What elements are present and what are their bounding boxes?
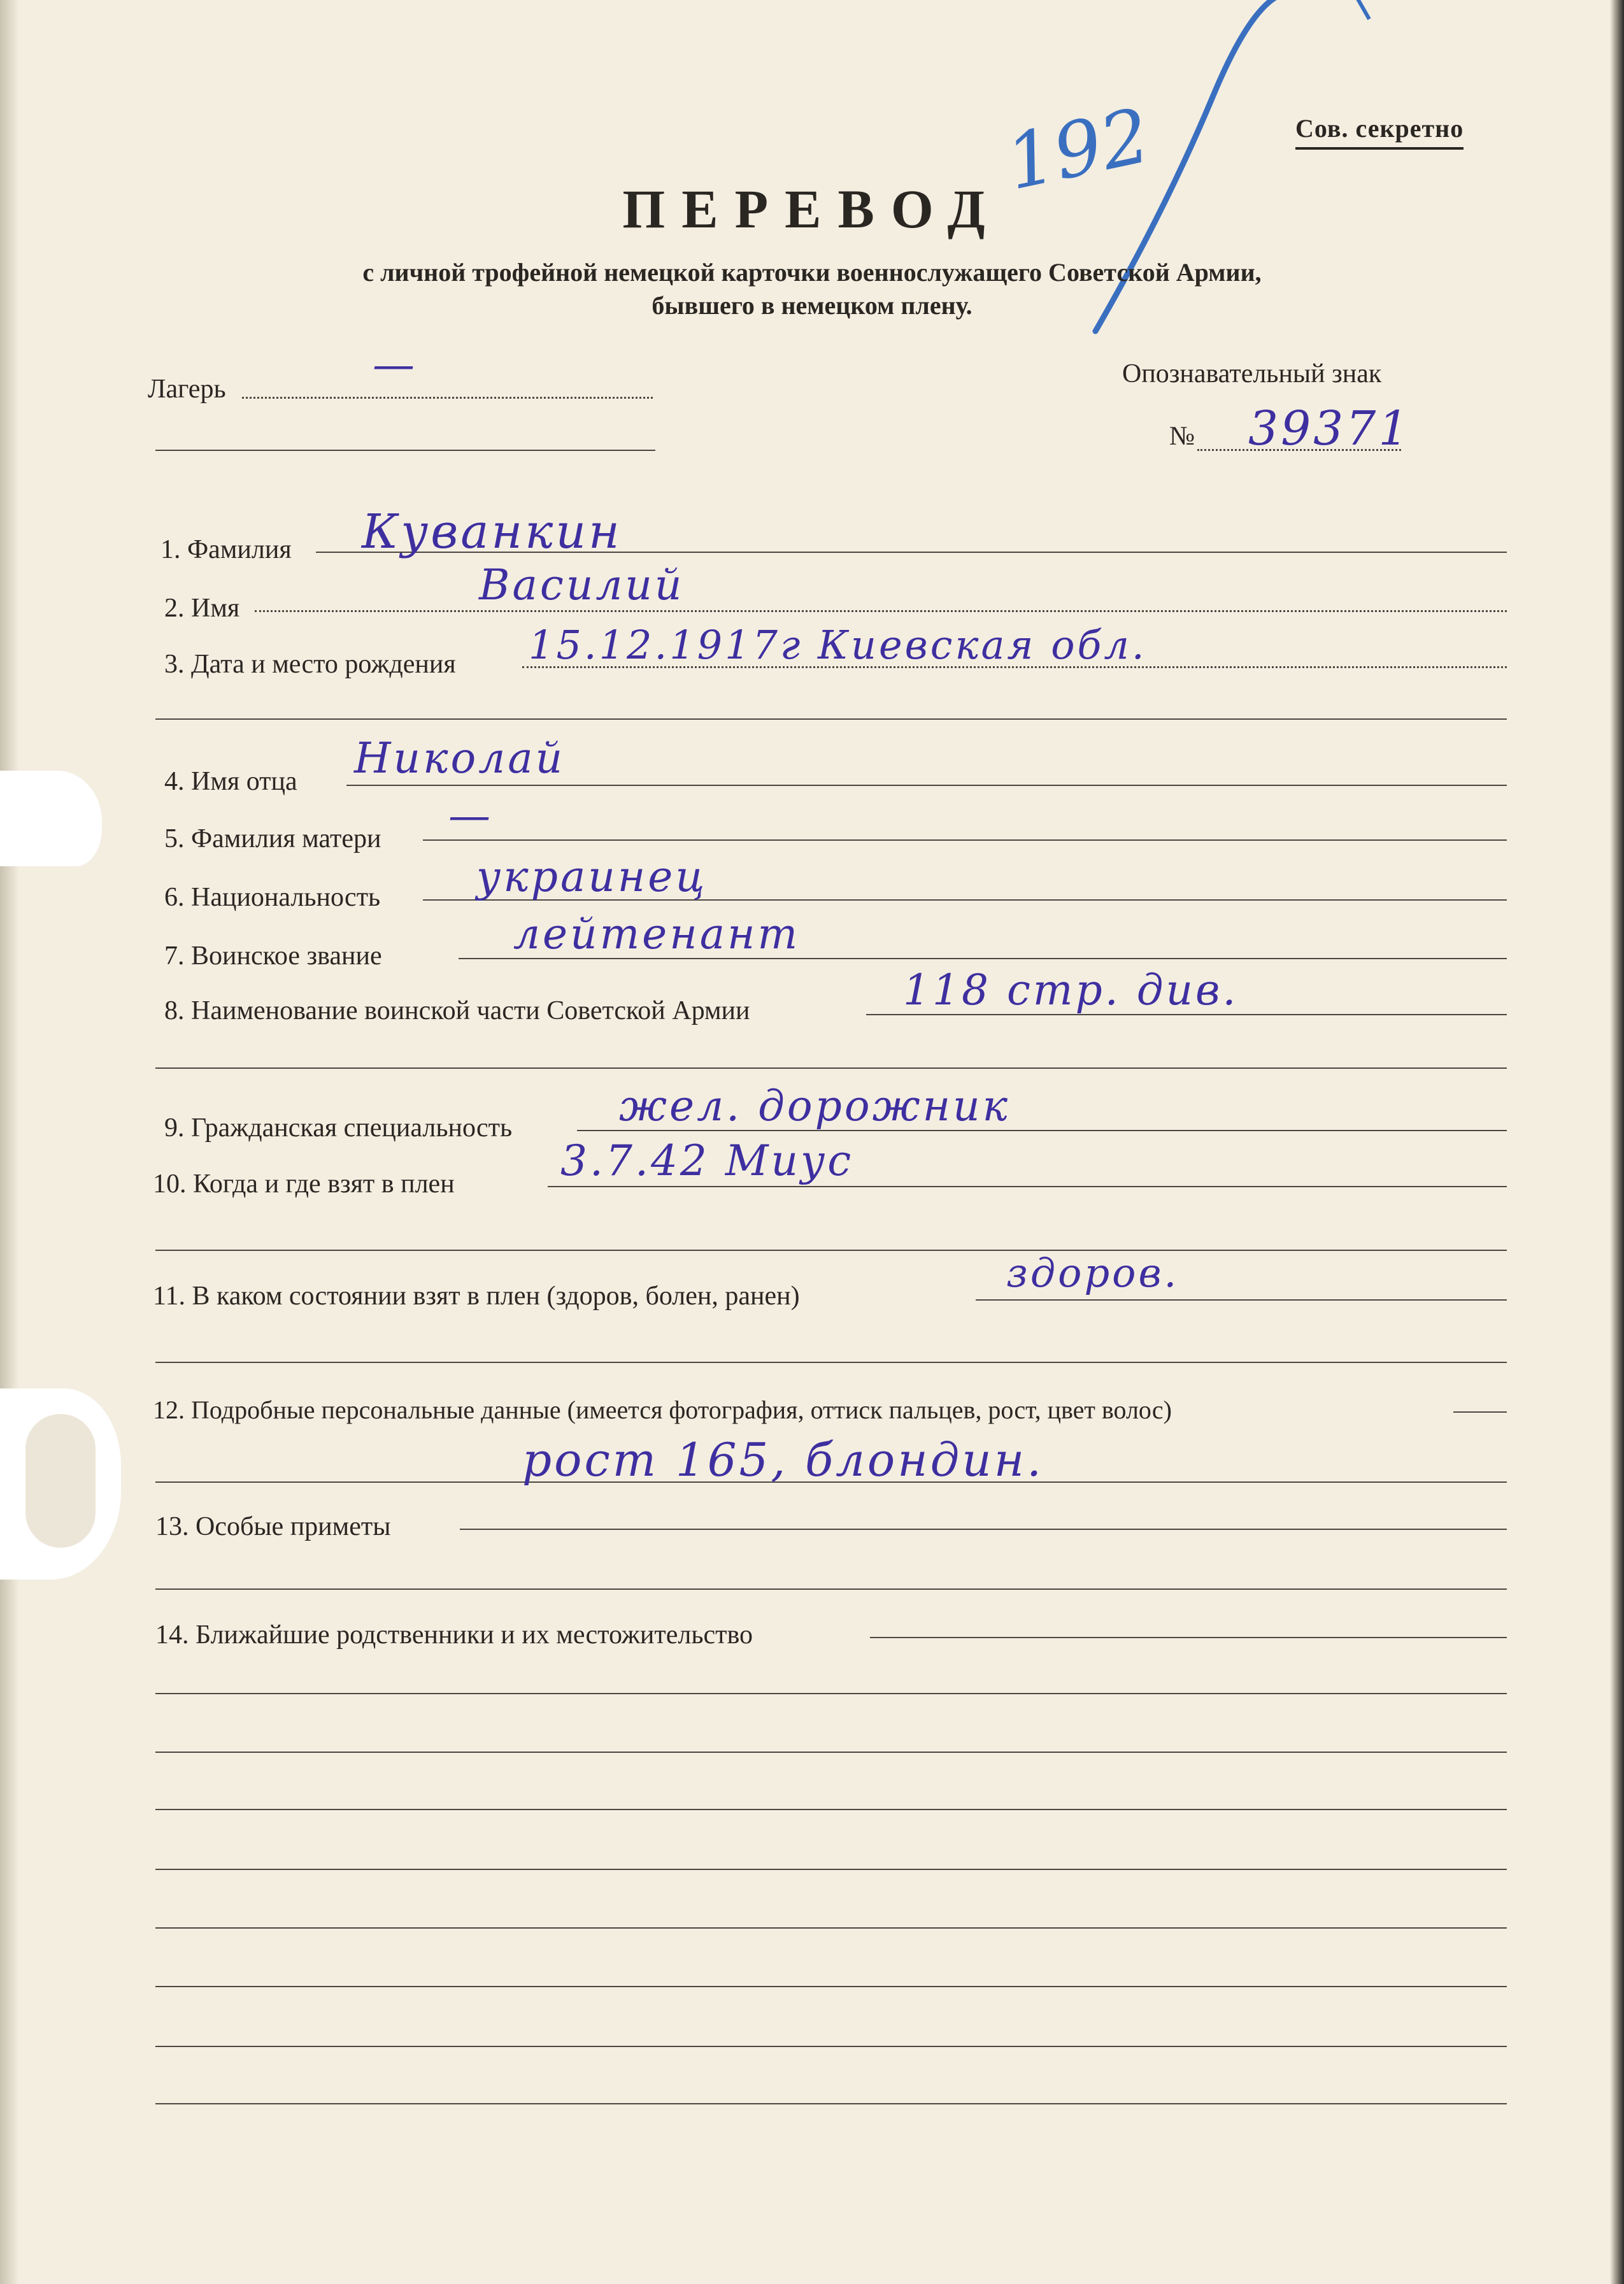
field-1-label: 1. Фамилия [160, 535, 292, 564]
field-1-value: Куванкин [362, 504, 622, 559]
field-4-label: 4. Имя отца [164, 767, 297, 796]
field-14-line [870, 1637, 1507, 1638]
field-14-line-6 [155, 1927, 1507, 1929]
id-tag-label: Опознавательный знак [1122, 359, 1382, 389]
page-title: ПЕРЕВОД [622, 178, 1002, 239]
field-14-line-8 [155, 2046, 1507, 2047]
pencil-file-number: 192 [999, 91, 1158, 207]
field-11-second-line [155, 1362, 1507, 1363]
field-3-value: 15.12.1917г Киевская обл. [529, 622, 1147, 668]
field-7-label: 7. Воинское звание [164, 941, 382, 971]
camp-dotted-line [242, 397, 653, 399]
field-2-value: Василий [479, 560, 685, 610]
field-3-label: 3. Дата и место рождения [164, 650, 456, 679]
field-3-second-line [155, 718, 1507, 720]
field-13-line [460, 1529, 1507, 1530]
id-tag-value: 39371 [1248, 401, 1411, 456]
field-14-label: 14. Ближайшие родственники и их местожительство [155, 1620, 753, 1650]
subtitle-line-1: с личной трофейной немецкой карточки военнослужащего Советской Армии, [362, 258, 1262, 287]
field-4-line [346, 785, 1507, 786]
field-11-value: здоров. [1006, 1250, 1179, 1296]
field-14-line-2 [155, 1693, 1507, 1694]
subtitle-line-2: бывшего в немецком плену. [652, 291, 972, 320]
field-2-line [255, 610, 1507, 612]
field-8-label: 8. Наименование воинской части Советской Армии [164, 996, 750, 1025]
field-13-second-line [155, 1588, 1507, 1590]
field-5-value: — [448, 791, 493, 840]
id-tag-number-sign: № [1169, 422, 1195, 451]
field-14-line-3 [155, 1752, 1507, 1753]
field-14-line-5 [155, 1869, 1507, 1870]
field-10-value: 3.7.42 Миус [560, 1136, 854, 1185]
field-12-line [1453, 1411, 1507, 1413]
field-8-second-line [155, 1067, 1507, 1069]
field-6-value: украинец [476, 852, 708, 901]
camp-label: Лагерь [148, 375, 226, 404]
field-11-line [976, 1299, 1507, 1301]
field-7-value: лейтенант [513, 910, 801, 959]
field-6-label: 6. Национальность [164, 883, 381, 912]
field-5-label: 5. Фамилия матери [164, 824, 381, 853]
field-5-line [423, 839, 1507, 841]
classification-stamp: Сов. секретно [1295, 113, 1464, 150]
field-2-label: 2. Имя [164, 594, 240, 623]
field-13-label: 13. Особые приметы [155, 1512, 391, 1541]
field-14-line-7 [155, 1986, 1507, 1987]
field-12-value: рост 165, блондин. [522, 1433, 1044, 1487]
camp-value: — [373, 340, 417, 389]
field-11-label: 11. В каком состоянии взят в плен (здоров, болен, ранен) [153, 1281, 800, 1311]
field-14-line-9 [155, 2103, 1507, 2104]
field-9-value: жел. дорожник [619, 1081, 1011, 1131]
field-9-label: 9. Гражданская специальность [164, 1113, 513, 1143]
field-12-label: 12. Подробные персональные данные (имеется фотография, оттиск пальцев, рост, цвет волос) [153, 1395, 1172, 1424]
field-4-value: Николай [354, 734, 566, 783]
paper-tear-lower-flap [25, 1414, 96, 1548]
field-10-label: 10. Когда и где взят в плен [153, 1169, 455, 1199]
field-10-second-line [155, 1250, 1507, 1251]
paper-tear-upper [0, 771, 102, 866]
field-8-value: 118 стр. див. [903, 966, 1239, 1015]
camp-second-line [155, 450, 655, 451]
field-10-line [548, 1186, 1507, 1187]
field-14-line-4 [155, 1809, 1507, 1810]
